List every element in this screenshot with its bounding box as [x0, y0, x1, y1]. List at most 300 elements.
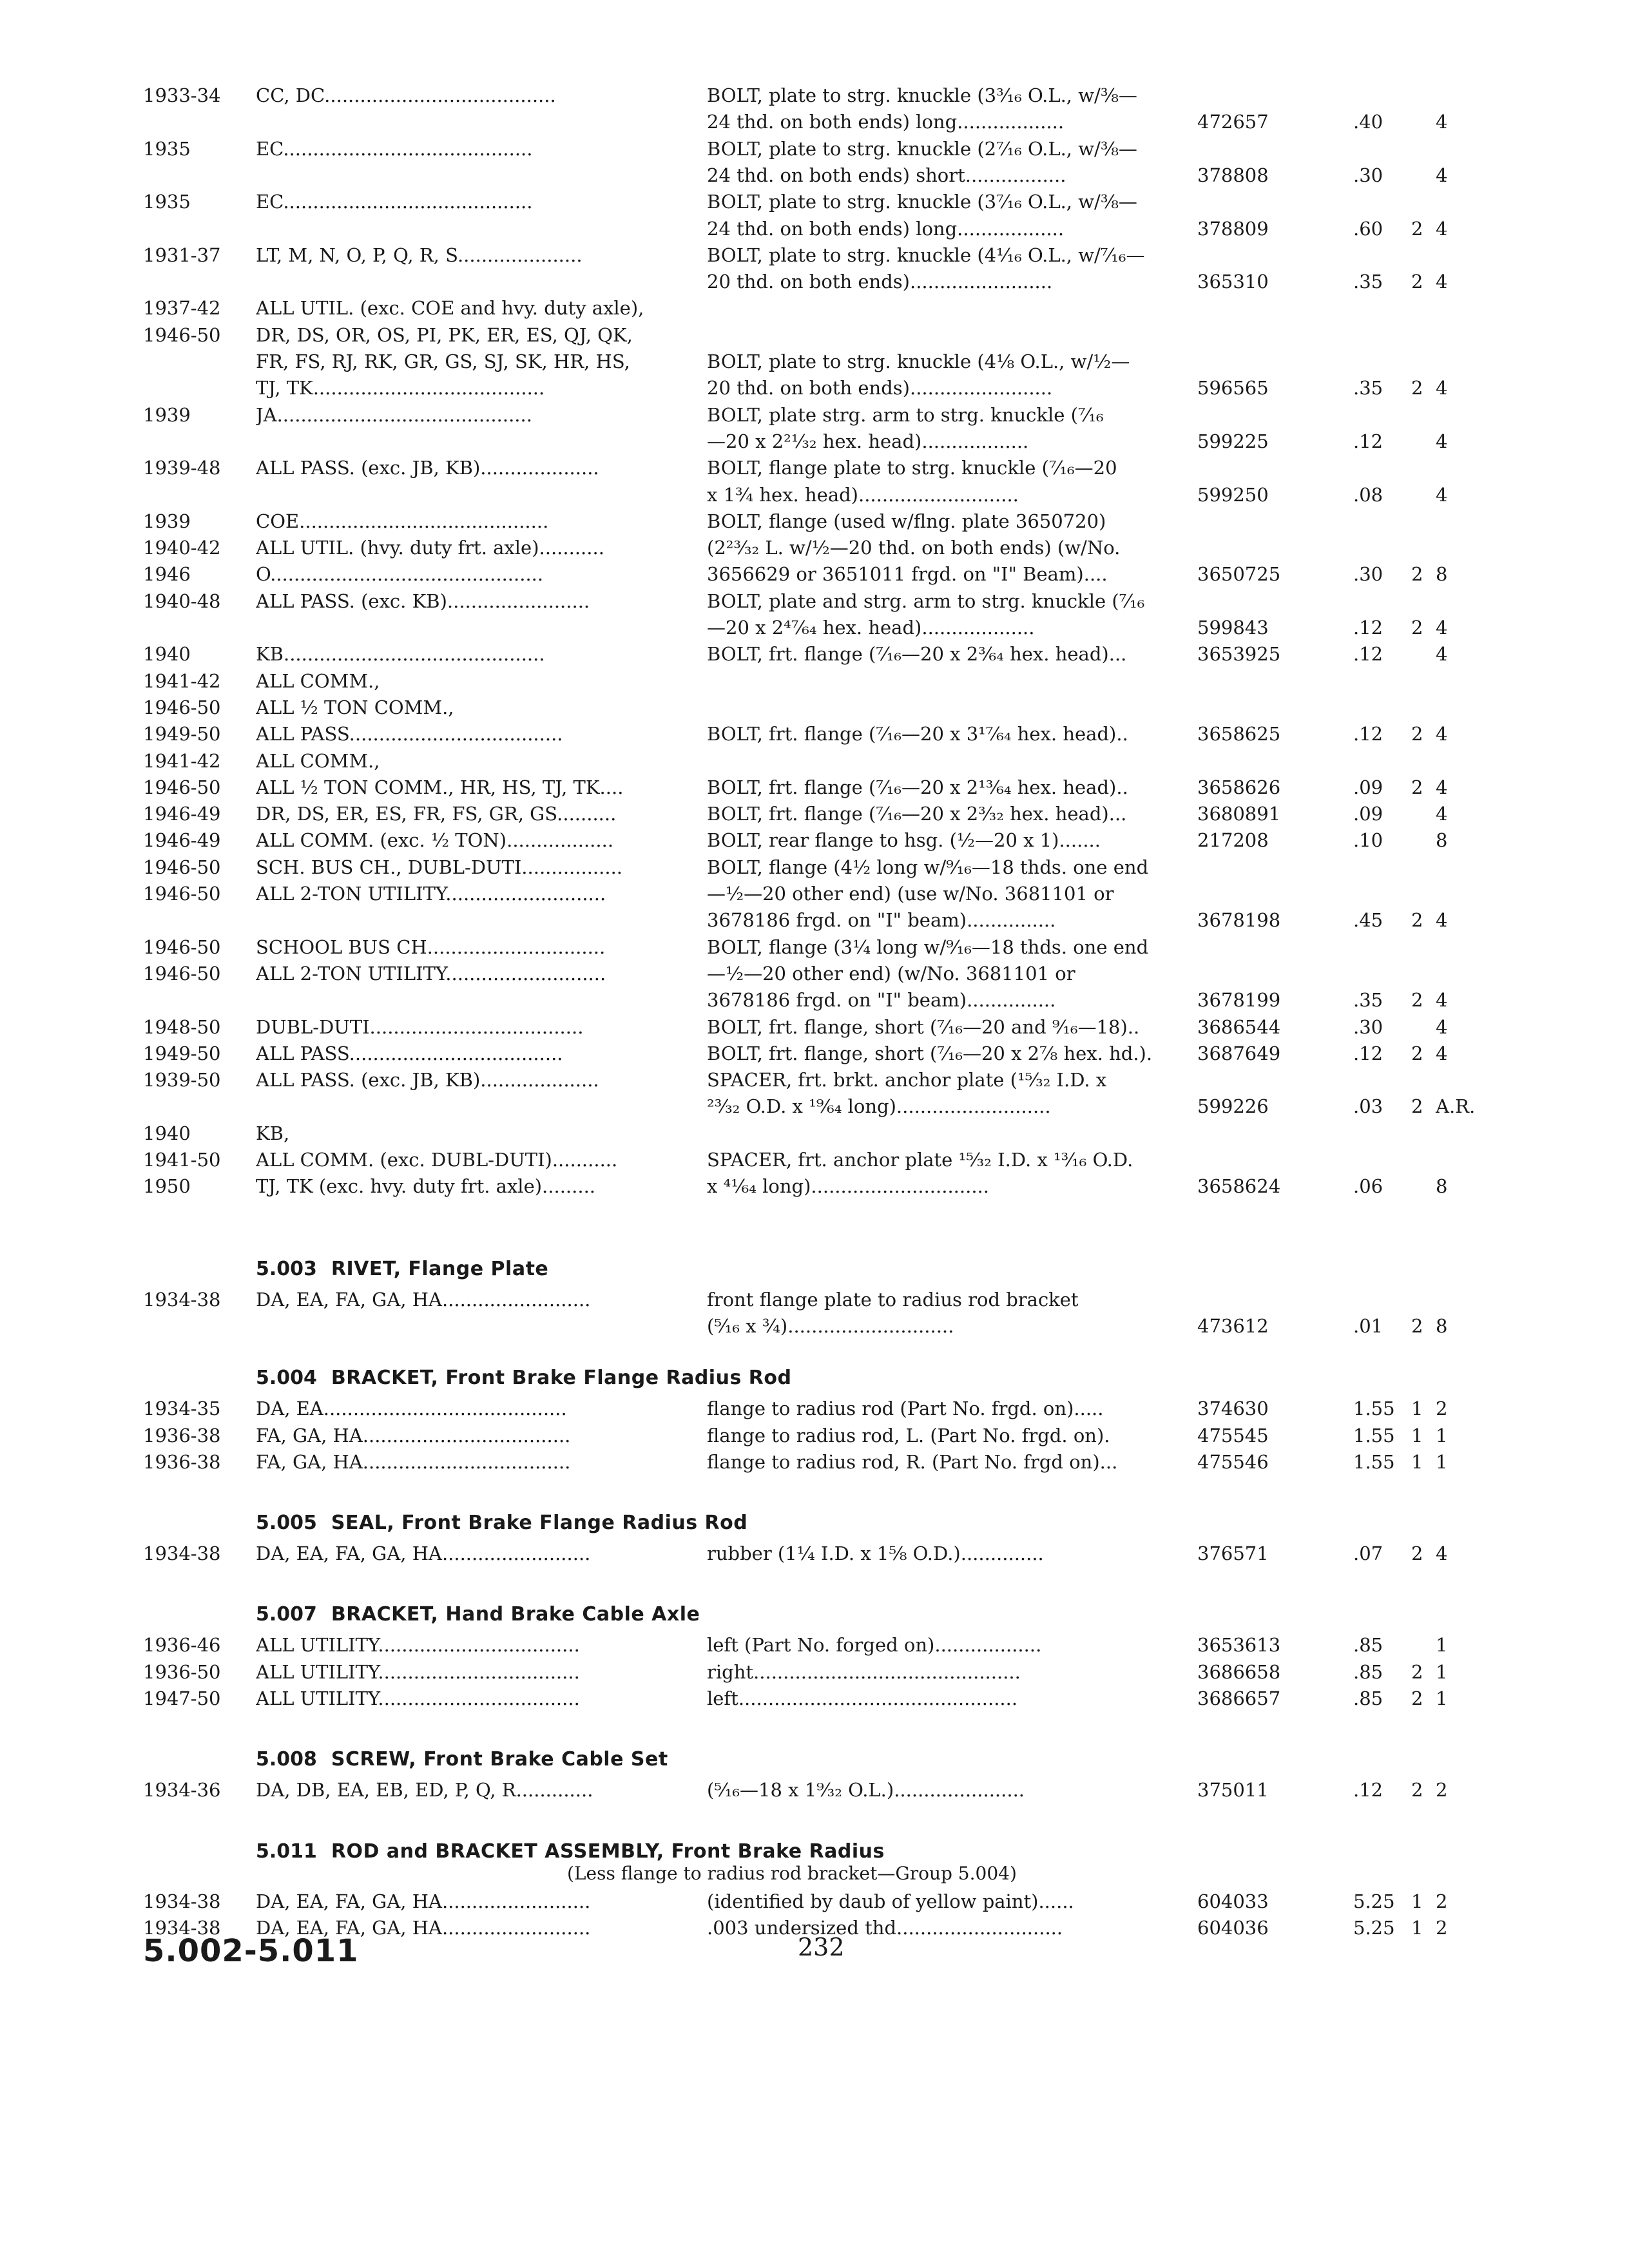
part-number-cell: 374630: [1197, 1398, 1269, 1420]
description-cell: x ⁴¹⁄₆₄ long)..............................: [707, 1175, 989, 1198]
model-cell: EC..........................................: [256, 137, 533, 160]
year-cell: 1946-50: [143, 936, 221, 958]
description-cell: —½—20 other end) (w/No. 3681101 or: [707, 962, 1075, 985]
qty-per-car-cell: 2: [1411, 1542, 1423, 1565]
section-title: BRACKET, Front Brake Flange Radius Rod: [331, 1367, 792, 1390]
part-number-cell: 3653925: [1197, 643, 1281, 666]
part-number-cell: 604033: [1197, 1890, 1269, 1912]
section-title: RIVET, Flange Plate: [331, 1257, 549, 1280]
part-number-cell: 3680891: [1197, 803, 1281, 825]
model-cell: COE..........................................: [256, 510, 549, 532]
table-row: [0, 561, 1629, 588]
section-heading: [256, 1840, 885, 1863]
description-cell: BOLT, plate and strg. arm to strg. knuckle (⁷⁄₁₆: [707, 590, 1145, 612]
description-cell: 3678186 frgd. on "I" beam)...............: [707, 989, 1056, 1012]
part-number-cell: 599225: [1197, 430, 1269, 452]
table-row: [0, 82, 1629, 109]
qty-per-pkg-cell: 2: [1436, 1916, 1448, 1939]
part-number-cell: 3653613: [1197, 1634, 1281, 1657]
year-cell: 1946-50: [143, 962, 221, 985]
price-cell: .06: [1353, 1175, 1383, 1198]
model-cell: DR, DS, ER, ES, FR, FS, GR, GS..........: [256, 803, 617, 825]
qty-per-car-cell: 2: [1411, 1095, 1423, 1118]
section-heading: [256, 1258, 548, 1280]
table-row: [0, 1014, 1629, 1041]
qty-per-pkg-cell: 4: [1436, 217, 1448, 240]
table-row: [0, 1173, 1629, 1200]
year-cell: 1946-50: [143, 776, 221, 798]
description-cell: (2²³⁄₃₂ L. w/½—20 thd. on both ends) (w/No.: [707, 537, 1121, 559]
price-cell: .35: [1353, 989, 1383, 1012]
section-number: 5.008: [256, 1748, 317, 1771]
table-row: [0, 242, 1629, 269]
description-cell: x 1¾ hex. head)...........................: [707, 483, 1019, 506]
table-row: [0, 1541, 1629, 1567]
description-cell: —½—20 other end) (use w/No. 3681101 or: [707, 883, 1114, 905]
year-cell: 1946-50: [143, 323, 221, 346]
description-cell: BOLT, plate to strg. knuckle (3³⁄₁₆ O.L., w/⅜—: [707, 84, 1137, 106]
model-cell: ALL ½ TON COMM., HR, HS, TJ, TK....: [256, 776, 624, 798]
model-cell: CC, DC.......................................: [256, 84, 556, 106]
qty-per-pkg-cell: 4: [1436, 617, 1448, 639]
table-row: [0, 402, 1629, 428]
year-cell: 1935: [143, 137, 191, 160]
year-cell: 1940-42: [143, 537, 221, 559]
price-cell: .12: [1353, 1779, 1383, 1802]
qty-per-pkg-cell: 2: [1436, 1398, 1448, 1420]
qty-per-pkg-cell: 1: [1436, 1660, 1448, 1683]
description-cell: 3656629 or 3651011 frgd. on "I" Beam)....: [707, 563, 1108, 586]
description-cell: BOLT, plate strg. arm to strg. knuckle (⁷⁄₁₆: [707, 403, 1104, 426]
model-cell: DR, DS, OR, OS, PI, PK, ER, ES, QJ, QK,: [256, 323, 633, 346]
description-cell: flange to radius rod, R. (Part No. frgd on)...: [707, 1450, 1118, 1473]
model-cell: O..............................................: [256, 563, 544, 586]
table-row: [0, 322, 1629, 349]
part-number-cell: 473612: [1197, 1314, 1269, 1337]
year-cell: 1935: [143, 191, 191, 213]
year-cell: 1931-37: [143, 244, 221, 266]
table-row: [0, 668, 1629, 695]
table-row: [0, 748, 1629, 774]
table-row: [0, 695, 1629, 721]
description-cell: 20 thd. on both ends)........................: [707, 271, 1053, 293]
year-cell: 1941-42: [143, 749, 221, 772]
table-row: [0, 1777, 1629, 1803]
qty-per-car-cell: 2: [1411, 776, 1423, 798]
table-row: [0, 1147, 1629, 1173]
model-cell: FA, GA, HA...................................: [256, 1424, 571, 1446]
description-cell: 24 thd. on both ends) short.................: [707, 164, 1066, 186]
model-cell: FA, GA, HA...................................: [256, 1450, 571, 1473]
qty-per-pkg-cell: 4: [1436, 909, 1448, 932]
table-row: [0, 1313, 1629, 1340]
model-cell: DA, DB, EA, EB, ED, P, Q, R.............: [256, 1779, 593, 1802]
year-cell: 1946-50: [143, 883, 221, 905]
model-cell: ALL PASS. (exc. JB, KB)....................: [256, 457, 599, 479]
qty-per-car-cell: 2: [1411, 989, 1423, 1012]
qty-per-car-cell: 2: [1411, 377, 1423, 399]
qty-per-pkg-cell: 4: [1436, 483, 1448, 506]
table-row: [0, 349, 1629, 375]
table-row: [0, 428, 1629, 455]
year-cell: 1946: [143, 563, 191, 586]
qty-per-pkg-cell: 4: [1436, 776, 1448, 798]
table-row: [0, 508, 1629, 535]
price-cell: .30: [1353, 563, 1383, 586]
year-cell: 1949-50: [143, 1042, 221, 1064]
section-number: 5.005: [256, 1512, 317, 1535]
part-number-cell: 3678198: [1197, 909, 1281, 932]
description-cell: left (Part No. forged on)..................: [707, 1634, 1042, 1657]
table-row: [0, 136, 1629, 162]
price-cell: .60: [1353, 217, 1383, 240]
qty-per-pkg-cell: 1: [1436, 1450, 1448, 1473]
year-cell: 1946-50: [143, 856, 221, 878]
year-cell: 1946-49: [143, 829, 221, 852]
description-cell: (⁵⁄₁₆ x ¾)............................: [707, 1314, 954, 1337]
description-cell: BOLT, flange (3¼ long w/⁹⁄₁₆—18 thds. one end: [707, 936, 1149, 958]
price-cell: 1.55: [1353, 1424, 1395, 1446]
part-number-cell: 3650725: [1197, 563, 1281, 586]
year-cell: 1936-38: [143, 1424, 221, 1446]
table-row: [0, 961, 1629, 987]
qty-per-car-cell: 2: [1411, 271, 1423, 293]
price-cell: .35: [1353, 271, 1383, 293]
model-cell: KB,: [256, 1122, 290, 1144]
year-cell: 1950: [143, 1175, 191, 1198]
qty-per-pkg-cell: 4: [1436, 164, 1448, 186]
table-row: [0, 641, 1629, 668]
description-cell: BOLT, flange (used w/flng. plate 3650720): [707, 510, 1106, 532]
table-row: [0, 588, 1629, 615]
price-cell: .12: [1353, 617, 1383, 639]
part-number-cell: 3658626: [1197, 776, 1281, 798]
model-cell: ALL COMM. (exc. ½ TON)..................: [256, 829, 614, 852]
price-cell: .10: [1353, 829, 1383, 852]
model-cell: FR, FS, RJ, RK, GR, GS, SJ, SK, HR, HS,: [256, 351, 630, 372]
table-row: [0, 1686, 1629, 1712]
model-cell: EC..........................................: [256, 191, 533, 213]
table-row: [0, 216, 1629, 242]
table-row: [0, 162, 1629, 189]
year-cell: 1949-50: [143, 723, 221, 745]
year-cell: 1946-50: [143, 696, 221, 718]
description-cell: ²³⁄₃₂ O.D. x ¹⁹⁄₆₄ long)..........................: [707, 1095, 1051, 1118]
table-row: [0, 907, 1629, 934]
qty-per-pkg-cell: 8: [1436, 1175, 1448, 1198]
part-number-cell: 3678199: [1197, 989, 1281, 1012]
part-number-cell: 599226: [1197, 1095, 1269, 1118]
year-cell: 1939-48: [143, 457, 221, 479]
table-row: [0, 721, 1629, 747]
description-cell: BOLT, frt. flange (⁷⁄₁₆—20 x 2³⁄₆₄ hex. head)...: [707, 643, 1127, 666]
qty-per-pkg-cell: 4: [1436, 430, 1448, 452]
model-cell: DA, EA, FA, GA, HA.........................: [256, 1916, 591, 1939]
year-cell: 1941-42: [143, 669, 221, 692]
model-cell: ALL 2-TON UTILITY...........................: [256, 962, 606, 985]
table-row: [0, 535, 1629, 561]
qty-per-pkg-cell: 4: [1436, 1015, 1448, 1038]
description-cell: —20 x 2⁴⁷⁄₆₄ hex. head)...................: [707, 617, 1035, 639]
description-cell: BOLT, frt. flange (⁷⁄₁₆—20 x 3¹⁷⁄₆₄ hex. head)..: [707, 723, 1128, 745]
price-cell: 5.25: [1353, 1916, 1395, 1939]
part-number-cell: 472657: [1197, 111, 1269, 133]
model-cell: DA, EA.........................................: [256, 1398, 567, 1420]
price-cell: .12: [1353, 1042, 1383, 1064]
section-range-code: 5.002-5.011: [143, 1933, 359, 1969]
year-cell: 1940: [143, 643, 191, 666]
part-number-cell: 376571: [1197, 1542, 1269, 1565]
model-cell: ALL COMM. (exc. DUBL-DUTI)...........: [256, 1149, 618, 1171]
description-cell: BOLT, plate to strg. knuckle (2⁷⁄₁₆ O.L., w/⅜—: [707, 137, 1137, 160]
model-cell: ALL UTILITY..................................: [256, 1660, 580, 1683]
qty-per-pkg-cell: A.R.: [1436, 1095, 1476, 1118]
description-cell: BOLT, frt. flange (⁷⁄₁₆—20 x 2³⁄₃₂ hex. head)...: [707, 803, 1127, 825]
qty-per-car-cell: 2: [1411, 1660, 1423, 1683]
description-cell: 24 thd. on both ends) long..................: [707, 111, 1065, 133]
qty-per-car-cell: 1: [1411, 1916, 1423, 1939]
qty-per-car-cell: 2: [1411, 1314, 1423, 1337]
page-number: 232: [798, 1933, 845, 1961]
part-number-cell: 3686657: [1197, 1687, 1281, 1709]
model-cell: ALL UTILITY..................................: [256, 1634, 580, 1657]
year-cell: 1940-48: [143, 590, 221, 612]
price-cell: 1.55: [1353, 1450, 1395, 1473]
section-heading: [256, 1603, 700, 1626]
description-cell: front flange plate to radius rod bracket: [707, 1288, 1079, 1311]
description-cell: right.............................................: [707, 1660, 1021, 1683]
part-number-cell: 475546: [1197, 1450, 1269, 1473]
qty-per-pkg-cell: 1: [1436, 1634, 1448, 1657]
qty-per-car-cell: 1: [1411, 1450, 1423, 1473]
model-cell: DA, EA, FA, GA, HA.........................: [256, 1542, 591, 1565]
description-cell: SPACER, frt. anchor plate ¹⁵⁄₃₂ I.D. x ¹³⁄₁₆ O.D.: [707, 1149, 1133, 1171]
model-cell: LT, M, N, O, P, Q, R, S.....................: [256, 244, 583, 266]
price-cell: .07: [1353, 1542, 1383, 1565]
model-cell: ALL 2-TON UTILITY...........................: [256, 883, 606, 905]
qty-per-pkg-cell: 2: [1436, 1779, 1448, 1802]
year-cell: 1934-38: [143, 1288, 221, 1311]
model-cell: ALL COMM.,: [256, 669, 380, 692]
price-cell: .12: [1353, 723, 1383, 745]
year-cell: 1946-49: [143, 803, 221, 825]
table-row: [0, 934, 1629, 961]
part-number-cell: 596565: [1197, 377, 1269, 399]
table-row: [0, 109, 1629, 135]
qty-per-car-cell: 2: [1411, 563, 1423, 586]
qty-per-pkg-cell: 4: [1436, 989, 1448, 1012]
price-cell: 1.55: [1353, 1398, 1395, 1420]
year-cell: 1939: [143, 403, 191, 426]
year-cell: 1941-50: [143, 1149, 221, 1171]
section-title: ROD and BRACKET ASSEMBLY, Front Brake Radius: [331, 1840, 885, 1863]
qty-per-pkg-cell: 4: [1436, 1542, 1448, 1565]
qty-per-pkg-cell: 1: [1436, 1687, 1448, 1709]
table-row: [0, 1287, 1629, 1313]
description-cell: BOLT, frt. flange (⁷⁄₁₆—20 x 2¹³⁄₆₄ hex. head)..: [707, 776, 1128, 798]
qty-per-car-cell: 1: [1411, 1398, 1423, 1420]
price-cell: .09: [1353, 803, 1383, 825]
year-cell: 1937-42: [143, 297, 221, 320]
table-row: [0, 482, 1629, 508]
part-number-cell: 375011: [1197, 1779, 1269, 1802]
part-number-cell: 217208: [1197, 829, 1269, 852]
qty-per-pkg-cell: 8: [1436, 829, 1448, 852]
qty-per-pkg-cell: 8: [1436, 1314, 1448, 1337]
price-cell: .30: [1353, 164, 1383, 186]
description-cell: flange to radius rod, L. (Part No. frgd. on).: [707, 1424, 1110, 1446]
qty-per-car-cell: 1: [1411, 1890, 1423, 1912]
description-cell: 3678186 frgd. on "I" beam)...............: [707, 909, 1056, 932]
model-cell: ALL UTIL. (exc. COE and hvy. duty axle),: [256, 297, 644, 320]
description-cell: BOLT, plate to strg. knuckle (3⁷⁄₁₆ O.L., w/⅜—: [707, 191, 1137, 213]
description-cell: rubber (1¼ I.D. x 1⅝ O.D.)..............: [707, 1542, 1044, 1565]
table-row: [0, 854, 1629, 881]
section-note: (Less flange to radius rod bracket—Group 5.004): [567, 1862, 1017, 1884]
qty-per-pkg-cell: 4: [1436, 271, 1448, 293]
price-cell: .85: [1353, 1634, 1383, 1657]
model-cell: DUBL-DUTI....................................: [256, 1015, 584, 1038]
part-number-cell: 3686658: [1197, 1660, 1281, 1683]
table-row: [0, 455, 1629, 481]
year-cell: 1948-50: [143, 1015, 221, 1038]
model-cell: ALL COMM.,: [256, 749, 380, 772]
table-row: [0, 1396, 1629, 1422]
table-row: [0, 1449, 1629, 1475]
model-cell: TJ, TK (exc. hvy. duty frt. axle).........: [256, 1175, 596, 1198]
year-cell: 1936-50: [143, 1660, 221, 1683]
table-row: [0, 987, 1629, 1014]
qty-per-pkg-cell: 1: [1436, 1424, 1448, 1446]
section-title: SCREW, Front Brake Cable Set: [331, 1748, 668, 1771]
year-cell: 1939: [143, 510, 191, 532]
qty-per-pkg-cell: 4: [1436, 111, 1448, 133]
table-row: [0, 1659, 1629, 1686]
section-heading: [256, 1748, 668, 1771]
table-row: [0, 375, 1629, 401]
price-cell: .85: [1353, 1660, 1383, 1683]
section-heading: [256, 1512, 747, 1534]
year-cell: 1947-50: [143, 1687, 221, 1709]
description-cell: 24 thd. on both ends) long..................: [707, 217, 1065, 240]
model-cell: ALL PASS. (exc. KB)........................: [256, 590, 590, 612]
qty-per-car-cell: 1: [1411, 1424, 1423, 1446]
qty-per-car-cell: 2: [1411, 1042, 1423, 1064]
description-cell: BOLT, flange plate to strg. knuckle (⁷⁄₁₆—20: [707, 457, 1117, 479]
year-cell: 1939-50: [143, 1069, 221, 1091]
description-cell: flange to radius rod (Part No. frgd. on).....: [707, 1398, 1104, 1420]
qty-per-car-cell: 2: [1411, 1779, 1423, 1802]
price-cell: .12: [1353, 430, 1383, 452]
price-cell: .09: [1353, 776, 1383, 798]
qty-per-pkg-cell: 4: [1436, 1042, 1448, 1064]
description-cell: 20 thd. on both ends)........................: [707, 377, 1053, 399]
model-cell: ALL PASS. (exc. JB, KB)....................: [256, 1069, 599, 1091]
model-cell: ALL PASS....................................: [256, 1042, 563, 1064]
year-cell: 1934-35: [143, 1398, 221, 1420]
table-row: [0, 615, 1629, 641]
description-cell: BOLT, plate to strg. knuckle (4¹⁄₁₆ O.L., w/⁷⁄₁₆—: [707, 244, 1145, 266]
model-cell: SCH. BUS CH., DUBL-DUTI.................: [256, 856, 623, 878]
price-cell: .12: [1353, 643, 1383, 666]
part-number-cell: 599843: [1197, 617, 1269, 639]
price-cell: .35: [1353, 377, 1383, 399]
description-cell: BOLT, rear flange to hsg. (½—20 x 1).......: [707, 829, 1101, 852]
table-row: [0, 881, 1629, 907]
qty-per-car-cell: 2: [1411, 1687, 1423, 1709]
price-cell: .85: [1353, 1687, 1383, 1709]
model-cell: TJ, TK.......................................: [256, 377, 545, 399]
section-title: BRACKET, Hand Brake Cable Axle: [331, 1603, 700, 1626]
description-cell: BOLT, frt. flange, short (⁷⁄₁₆—20 x 2⅞ hex. hd.).: [707, 1042, 1153, 1064]
year-cell: 1933-34: [143, 84, 221, 106]
price-cell: .30: [1353, 1015, 1383, 1038]
model-cell: KB............................................: [256, 643, 545, 666]
description-cell: .003 undersized thd............................: [707, 1916, 1063, 1939]
year-cell: 1936-46: [143, 1634, 221, 1657]
part-number-cell: 599250: [1197, 483, 1269, 506]
year-cell: 1934-38: [143, 1542, 221, 1565]
qty-per-pkg-cell: 8: [1436, 563, 1448, 586]
table-row: [0, 1423, 1629, 1449]
price-cell: .01: [1353, 1314, 1383, 1337]
model-cell: ALL UTIL. (hvy. duty frt. axle)...........: [256, 537, 604, 559]
description-cell: BOLT, frt. flange, short (⁷⁄₁₆—20 and ⁹⁄₁₆—18)..: [707, 1015, 1140, 1038]
price-cell: .03: [1353, 1095, 1383, 1118]
section-number: 5.004: [256, 1367, 317, 1390]
part-number-cell: 378808: [1197, 164, 1269, 186]
table-row: [0, 801, 1629, 827]
year-cell: 1940: [143, 1122, 191, 1144]
part-number-cell: 3658625: [1197, 723, 1281, 745]
qty-per-car-cell: 2: [1411, 723, 1423, 745]
model-cell: JA...........................................: [256, 403, 532, 426]
part-number-cell: 604036: [1197, 1916, 1269, 1939]
table-row: [0, 774, 1629, 801]
year-cell: 1936-38: [143, 1450, 221, 1473]
qty-per-car-cell: 2: [1411, 617, 1423, 639]
model-cell: DA, EA, FA, GA, HA.........................: [256, 1890, 591, 1912]
price-cell: .40: [1353, 111, 1383, 133]
qty-per-car-cell: 2: [1411, 909, 1423, 932]
description-cell: SPACER, frt. brkt. anchor plate (¹⁵⁄₃₂ I.D. x: [707, 1069, 1107, 1091]
model-cell: ALL ½ TON COMM.,: [256, 696, 454, 718]
part-number-cell: 3686544: [1197, 1015, 1281, 1038]
year-cell: 1934-38: [143, 1890, 221, 1912]
year-cell: 1934-36: [143, 1779, 221, 1802]
table-row: [0, 1041, 1629, 1067]
price-cell: 5.25: [1353, 1890, 1395, 1912]
price-cell: .45: [1353, 909, 1383, 932]
table-row: [0, 1632, 1629, 1658]
description-cell: left...............................................: [707, 1687, 1018, 1709]
part-number-cell: 3658624: [1197, 1175, 1281, 1198]
price-cell: .08: [1353, 483, 1383, 506]
section-heading: [256, 1367, 791, 1389]
table-row: [0, 269, 1629, 295]
description-cell: (identified by daub of yellow paint)......: [707, 1890, 1074, 1912]
section-number: 5.003: [256, 1257, 317, 1280]
model-cell: ALL UTILITY..................................: [256, 1687, 580, 1709]
qty-per-pkg-cell: 4: [1436, 723, 1448, 745]
part-number-cell: 365310: [1197, 271, 1269, 293]
model-cell: SCHOOL BUS CH..............................: [256, 936, 606, 958]
part-number-cell: 475545: [1197, 1424, 1269, 1446]
qty-per-car-cell: 2: [1411, 217, 1423, 240]
table-row: [0, 1888, 1629, 1915]
table-row: [0, 827, 1629, 854]
part-number-cell: 3687649: [1197, 1042, 1281, 1064]
